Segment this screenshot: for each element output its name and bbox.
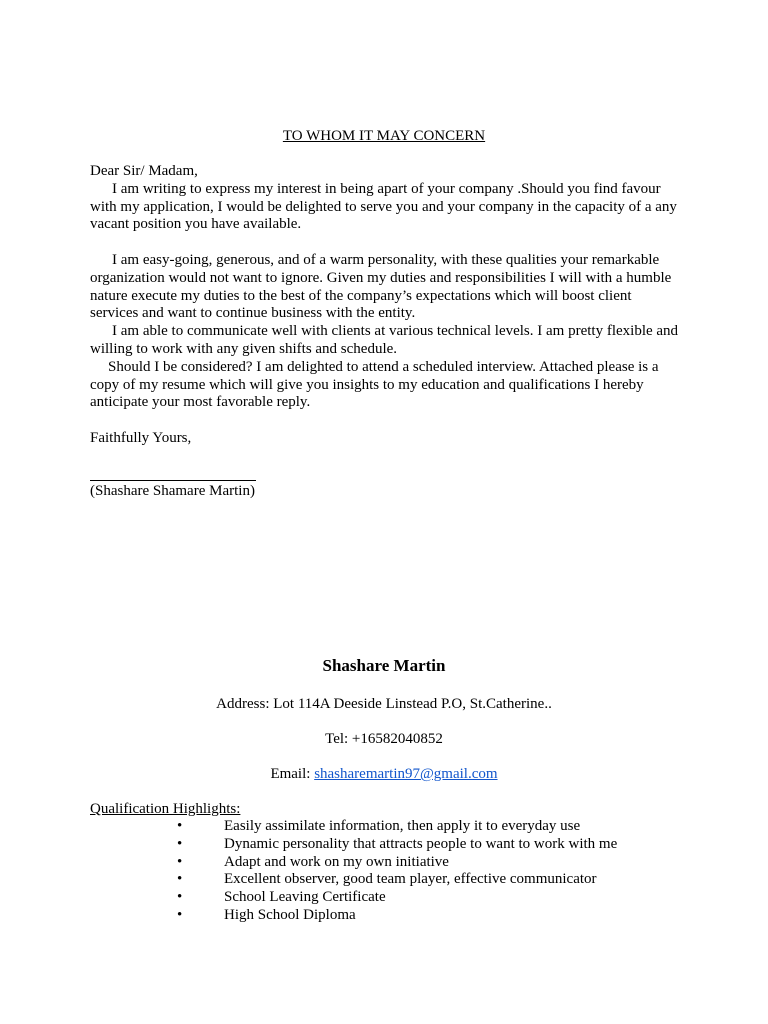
paragraph-2: I am easy-going, generous, and of a warm personality, with these qualities your remarkable organization would not want to ignore. Given my duties and responsibilities I will with a humble nature execute my duties to the best of the company’s expectations which will boost client services and want to continue business with the entity. bbox=[90, 252, 672, 322]
list-item bbox=[0, 889, 768, 907]
signature-line bbox=[90, 480, 256, 481]
closing: Faithfully Yours, bbox=[90, 430, 192, 446]
paragraph-3: I am able to communicate well with clients at various technical levels. I am pretty flexible and willing to work with any given shifts and schedule. bbox=[90, 323, 679, 357]
list-item bbox=[0, 818, 768, 836]
resume-email-line bbox=[0, 766, 768, 784]
resume-address: Address: Lot 114A Deeside Linstead P.O, St.Catherine.. bbox=[216, 696, 552, 712]
qualifications-heading: Qualification Highlights: bbox=[90, 801, 241, 817]
letter-heading: TO WHOM IT MAY CONCERN bbox=[282, 128, 486, 144]
bullet-icon: • bbox=[177, 853, 183, 870]
list-item-text: Dynamic personality that attracts people to want to work with me bbox=[224, 835, 618, 852]
list-item bbox=[0, 836, 768, 854]
list-item-text: Excellent observer, good team player, effective communicator bbox=[224, 871, 597, 888]
list-item-text: Adapt and work on my own initiative bbox=[224, 853, 449, 870]
bullet-icon: • bbox=[177, 835, 183, 852]
qualifications-list bbox=[0, 818, 768, 925]
resume-name: Shashare Martin bbox=[322, 656, 446, 675]
letter-body-2 bbox=[90, 252, 680, 412]
bullet-icon: • bbox=[177, 818, 183, 834]
list-item bbox=[0, 871, 768, 889]
list-item bbox=[0, 854, 768, 872]
signature-name: (Shashare Shamare Martin) bbox=[90, 483, 255, 499]
letter-body bbox=[90, 163, 680, 234]
list-item-text: High School Diploma bbox=[224, 906, 356, 923]
list-item-text: Easily assimilate information, then apply it to everyday use bbox=[224, 818, 581, 834]
bullet-icon: • bbox=[177, 889, 183, 906]
bullet-icon: • bbox=[177, 871, 183, 888]
email-label: Email: bbox=[270, 766, 315, 782]
paragraph-4: Should I be considered? I am delighted to attend a scheduled interview. Attached please is a copy of my resume which will give you insights to my education and qualifications I hereby anticipate your most favorable reply. bbox=[90, 358, 659, 411]
paragraph-1: I am writing to express my interest in being apart of your company .Should you find favour with my application, I would be delighted to serve you and your company in the capacity of a any vacant position you have available. bbox=[90, 180, 677, 233]
salutation: Dear Sir/ Madam, bbox=[90, 163, 198, 179]
bullet-icon: • bbox=[177, 906, 183, 923]
list-item bbox=[0, 907, 768, 925]
resume-tel: Tel: +16582040852 bbox=[325, 731, 443, 747]
email-link[interactable]: shasharemartin97@gmail.com bbox=[314, 766, 498, 782]
list-item-text: School Leaving Certificate bbox=[224, 889, 386, 906]
